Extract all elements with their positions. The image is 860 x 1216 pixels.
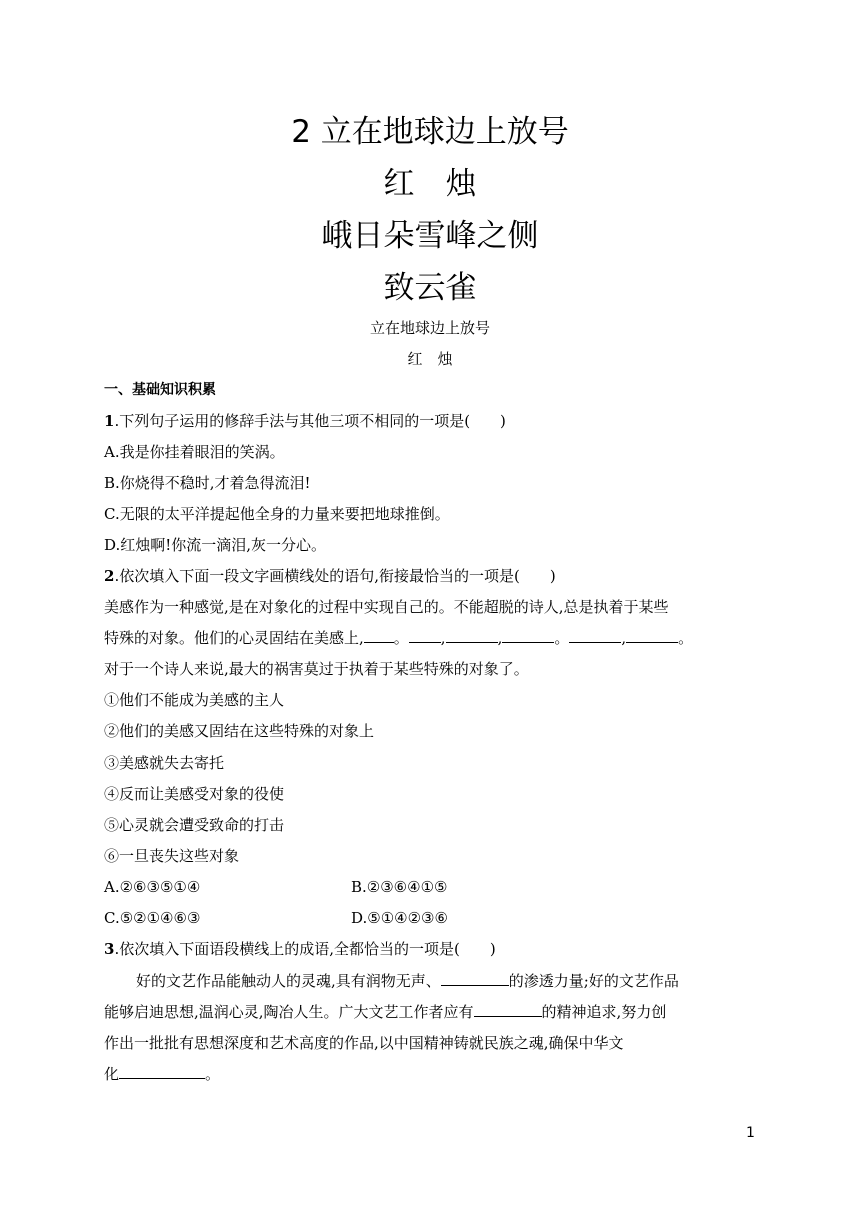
fill-blank xyxy=(446,627,498,643)
question-1-stem xyxy=(104,410,506,432)
question-text: .依次填入下面语段横线上的成语,全都恰当的一项是( ) xyxy=(114,940,496,958)
question-text: .依次填入下面一段文字画横线处的语句,衔接最恰当的一项是( ) xyxy=(114,567,556,585)
q2-item-5: ⑤心灵就会遭受致命的打击 xyxy=(104,816,285,834)
subheading-fanghao: 立在地球边上放号 xyxy=(369,319,490,337)
punct: 。 xyxy=(678,629,694,647)
passage-text: 好的文艺作品能触动人的灵魂,具有润物无声、 xyxy=(136,972,441,990)
punct: 。 xyxy=(393,629,409,647)
q2-option-d: D.⑤①④②③⑥ xyxy=(351,909,448,927)
fill-blank xyxy=(409,627,441,643)
passage-text: 特殊的对象。他们的心灵固结在美感上, xyxy=(104,629,364,647)
q2-passage-line-2 xyxy=(104,627,693,649)
fill-blank xyxy=(626,627,678,643)
question-2-stem xyxy=(104,565,556,587)
q2-option-c: C.⑤②①④⑥③ xyxy=(104,909,201,927)
q2-option-b: B.②③⑥④①⑤ xyxy=(351,878,448,896)
q3-passage-line-3: 作出一批批有思想深度和艺术高度的作品,以中国精神铸就民族之魂,确保中华文 xyxy=(104,1034,624,1052)
page-title: 2 立在地球边上放号 xyxy=(291,114,569,150)
fill-blank xyxy=(502,627,554,643)
q1-option-d: D.红烛啊!你流一滴泪,灰一分心。 xyxy=(104,536,327,554)
q2-item-2: ②他们的美感又固结在这些特殊的对象上 xyxy=(104,722,375,740)
q3-passage-line-2 xyxy=(104,1001,666,1023)
fill-blank xyxy=(474,1001,542,1017)
q1-option-b: B.你烧得不稳时,才着急得流泪! xyxy=(104,474,311,492)
question-3-stem xyxy=(104,938,496,960)
q2-item-6: ⑥一旦丧失这些对象 xyxy=(104,847,240,865)
passage-text: 的渗透力量;好的文艺作品 xyxy=(508,972,679,990)
subheading-hongzhu: 红 烛 xyxy=(407,350,453,368)
poem-title-eriduo: 峨日朵雪峰之侧 xyxy=(321,218,539,254)
punct: 。 xyxy=(205,1065,221,1083)
poem-title-hongzhu: 红 烛 xyxy=(383,166,477,202)
passage-text: 能够启迪思想,温润心灵,陶冶人生。广大文艺工作者应有 xyxy=(104,1003,474,1021)
fill-blank xyxy=(119,1063,205,1079)
question-number: 3 xyxy=(104,940,115,958)
fill-blank xyxy=(569,627,621,643)
q2-item-3: ③美感就失去寄托 xyxy=(104,754,225,772)
page-number: 1 xyxy=(746,1125,755,1141)
punct: 。 xyxy=(554,629,570,647)
q2-item-1: ①他们不能成为美感的主人 xyxy=(104,691,285,709)
question-number: 2 xyxy=(104,567,115,585)
fill-blank xyxy=(364,627,394,643)
q2-passage-line-3: 对于一个诗人来说,最大的祸害莫过于执着于某些特殊的对象了。 xyxy=(104,660,529,678)
punct: , xyxy=(440,629,446,647)
punct: , xyxy=(497,629,503,647)
poem-title-yunque: 致云雀 xyxy=(383,270,477,306)
q2-passage-line-1: 美感作为一种感觉,是在对象化的过程中实现自己的。不能超脱的诗人,总是执着于某些 xyxy=(104,598,669,616)
question-number: 1 xyxy=(104,412,115,430)
passage-text: 化 xyxy=(104,1065,120,1083)
passage-text: 的精神追求,努力创 xyxy=(541,1003,667,1021)
q2-option-a: A.②⑥③⑤①④ xyxy=(104,878,201,896)
q1-option-a: A.我是你挂着眼泪的笑涡。 xyxy=(104,443,285,461)
q3-passage-line-4 xyxy=(104,1063,220,1085)
question-text: .下列句子运用的修辞手法与其他三项不相同的一项是( ) xyxy=(114,412,506,430)
section-heading: 一、基础知识积累 xyxy=(104,382,216,398)
fill-blank xyxy=(441,970,509,986)
q2-item-4: ④反而让美感受对象的役使 xyxy=(104,785,285,803)
q1-option-c: C.无限的太平洋提起他全身的力量来要把地球推倒。 xyxy=(104,505,450,523)
q3-passage-line-1 xyxy=(136,970,679,992)
punct: , xyxy=(621,629,627,647)
